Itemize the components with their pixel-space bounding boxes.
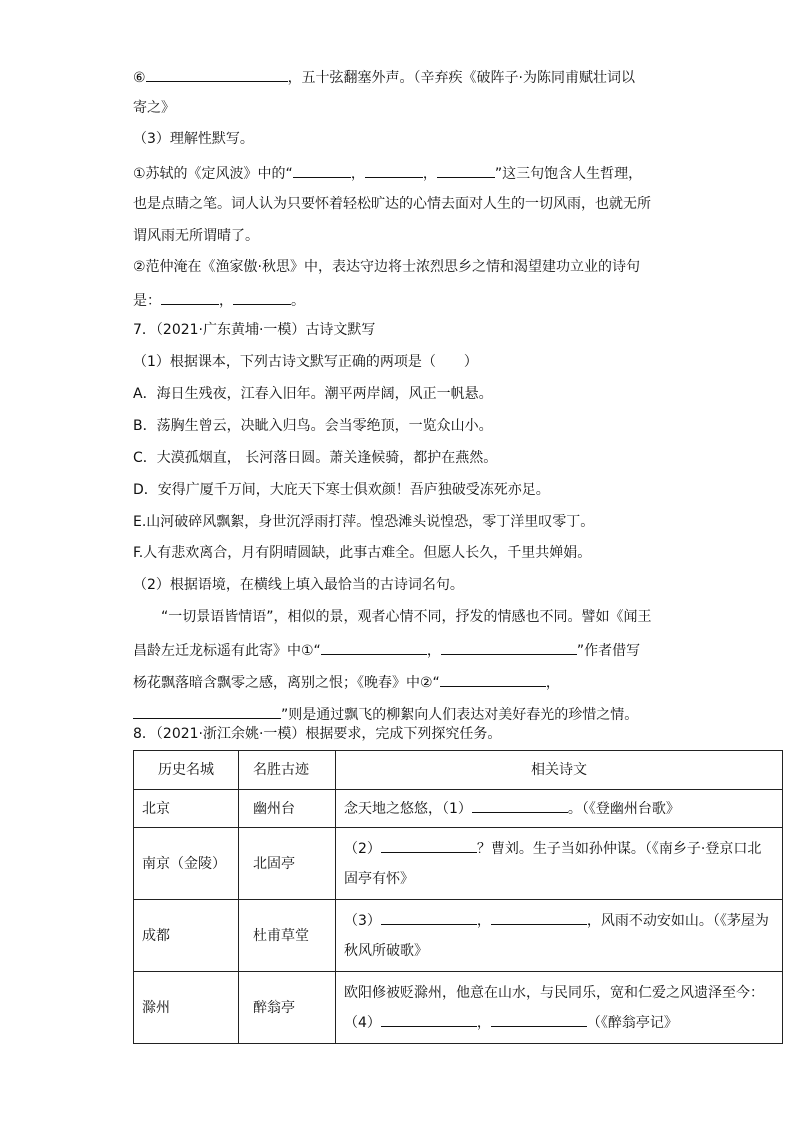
q6-p3-2-line1: ②范仲淹在《渔家傲·秋思》中，表达守边将士浓烈思乡之情和渴望建功立业的诗句 [133, 259, 640, 275]
question-text: 昌龄左迁龙标遥有此寄》中①“ [133, 643, 321, 659]
option-b[interactable]: B．荡胸生曾云，决眦入归鸟。会当零绝顶，一览众山小。 [133, 418, 493, 434]
answer-blank[interactable] [161, 289, 219, 305]
answer-blank[interactable] [133, 703, 281, 719]
answer-blank[interactable] [491, 1011, 587, 1027]
option-c[interactable]: C．大漠孤烟直， 长河落日圆。萧关逢候骑，都护在燕然。 [133, 450, 498, 466]
table-row [134, 828, 783, 900]
separator: ， [426, 643, 441, 659]
site-cell: 醉翁亭 [239, 972, 336, 1044]
answer-blank[interactable] [365, 162, 423, 178]
option-e[interactable]: E.山河破碎风飘絮，身世沉浮雨打萍。惶恐滩头说惶恐，零丁洋里叹零丁。 [133, 514, 595, 530]
q6-item6-line [133, 66, 635, 88]
city-cell: 滁州 [134, 972, 239, 1044]
answer-blank[interactable] [381, 1011, 477, 1027]
poem-text: ？曹刘。生子当如孙仲谋。（《南乡子·登京口北 [476, 840, 762, 857]
separator: ， [476, 912, 491, 929]
question-text: 杨花飘落暗含飘零之感，离别之恨；《晚春》中②“ [133, 675, 440, 691]
poem-text: （《醉翁亭记》 [586, 1014, 678, 1031]
table-header-row [134, 751, 783, 790]
option-d[interactable]: D．安得广厦千万间，大庇天下寒士俱欢颜！吾庐独破受冻死亦足。 [133, 482, 550, 498]
poem-text: （2） [344, 840, 381, 857]
poem-text: 。（《登幽州台歌》 [567, 800, 680, 817]
poem-text: ，风雨不动安如山。（《茅屋为 [586, 912, 769, 929]
question-text: ①苏轼的《定风波》中的“ [133, 166, 293, 182]
answer-blank[interactable] [381, 909, 477, 925]
poem-text: （4） [344, 1014, 381, 1031]
poem-cell [336, 900, 783, 972]
poem-text: （3） [344, 912, 381, 929]
city-cell: 成都 [134, 900, 239, 972]
question-text: ”则是通过飘飞的柳絮向人们表达对美好春光的珍惜之情。 [281, 707, 639, 723]
answer-blank[interactable] [437, 162, 495, 178]
q8-title: 8．（2021·浙江余姚·一模）根据要求，完成下列探究任务。 [133, 726, 502, 742]
site-cell: 北固亭 [239, 828, 336, 900]
poem-text: 欧阳修被贬滁州，他意在山水，与民同乐，宽和仁爱之风遗泽至今： [344, 984, 764, 1001]
question-text: ”作者借写 [576, 643, 641, 659]
q7-p2-line1: “一切景语皆情语”，相似的景，观者心情不同，抒发的情感也不同。譬如《闻王 [161, 609, 652, 625]
question-text: ”这三句饱含人生哲理， [494, 166, 643, 182]
poem-cell [336, 828, 783, 900]
item-number: ⑥ [133, 70, 146, 86]
column-header: 历史名城 [134, 751, 239, 790]
option-f[interactable]: F.人有悲欢离合，月有阴晴圆缺，此事古难全。但愿人长久，千里共婵娟。 [133, 545, 592, 561]
q6-p3-2-line2 [133, 289, 305, 311]
column-header: 相关诗文 [336, 751, 783, 790]
site-cell: 杜甫草堂 [239, 900, 336, 972]
part3-label: （3）理解性默写。 [133, 131, 254, 147]
city-cell: 北京 [134, 790, 239, 828]
q6-p3-1-line3: 谓风雨无所谓晴了。 [133, 228, 259, 244]
answer-blank[interactable] [381, 837, 477, 853]
separator: ， [476, 1014, 491, 1031]
separator: ， [545, 675, 560, 691]
poem-text: 念天地之悠悠，（1） [344, 800, 472, 817]
separator: 。 [291, 293, 305, 309]
q6-item6-line2: 寄之》 [133, 100, 175, 116]
separator: ， [350, 166, 365, 182]
answer-blank[interactable] [321, 639, 427, 655]
q7-part1: （1）根据课本，下列古诗文默写正确的两项是（ ） [133, 354, 478, 370]
q7-p2-line2 [133, 639, 640, 661]
q7-title: 7．（2021·广东黄埔·一模）古诗文默写 [133, 322, 376, 338]
separator: ， [219, 293, 233, 309]
answer-blank[interactable] [440, 671, 546, 687]
poem-cell [336, 790, 783, 828]
option-a[interactable]: A．海日生残夜，江春入旧年。潮平两岸阔，风正一帆悬。 [133, 386, 493, 402]
column-header: 名胜古迹 [239, 751, 336, 790]
poem-table [133, 750, 783, 1044]
poem-cell [336, 972, 783, 1044]
answer-blank[interactable] [146, 66, 288, 82]
poem-text: 固亭有怀》 [344, 870, 414, 887]
q6-p3-1-line1 [133, 162, 642, 184]
q7-part2: （2）根据语境，在横线上填入最恰当的古诗词名句。 [133, 577, 464, 593]
answer-blank[interactable] [441, 639, 577, 655]
answer-blank[interactable] [293, 162, 351, 178]
table-row [134, 900, 783, 972]
poem-text: 秋风所破歌》 [344, 942, 428, 959]
table-row [134, 972, 783, 1044]
answer-blank[interactable] [233, 289, 291, 305]
poem-source-text: ，五十弦翻塞外声。（辛弃疾《破阵子·为陈同甫赋壮词以 [287, 70, 636, 86]
separator: ， [422, 166, 437, 182]
answer-blank[interactable] [472, 797, 568, 813]
question-text: 是： [133, 293, 161, 309]
city-cell: 南京（金陵） [134, 828, 239, 900]
q7-p2-line4 [133, 703, 638, 725]
q7-p2-line3 [133, 671, 560, 693]
q6-p3-1-line2: 也是点睛之笔。词人认为只要怀着轻松旷达的心情去面对人生的一切风雨，也就无所 [133, 196, 651, 212]
table-row [134, 790, 783, 828]
site-cell: 幽州台 [239, 790, 336, 828]
answer-blank[interactable] [491, 909, 587, 925]
